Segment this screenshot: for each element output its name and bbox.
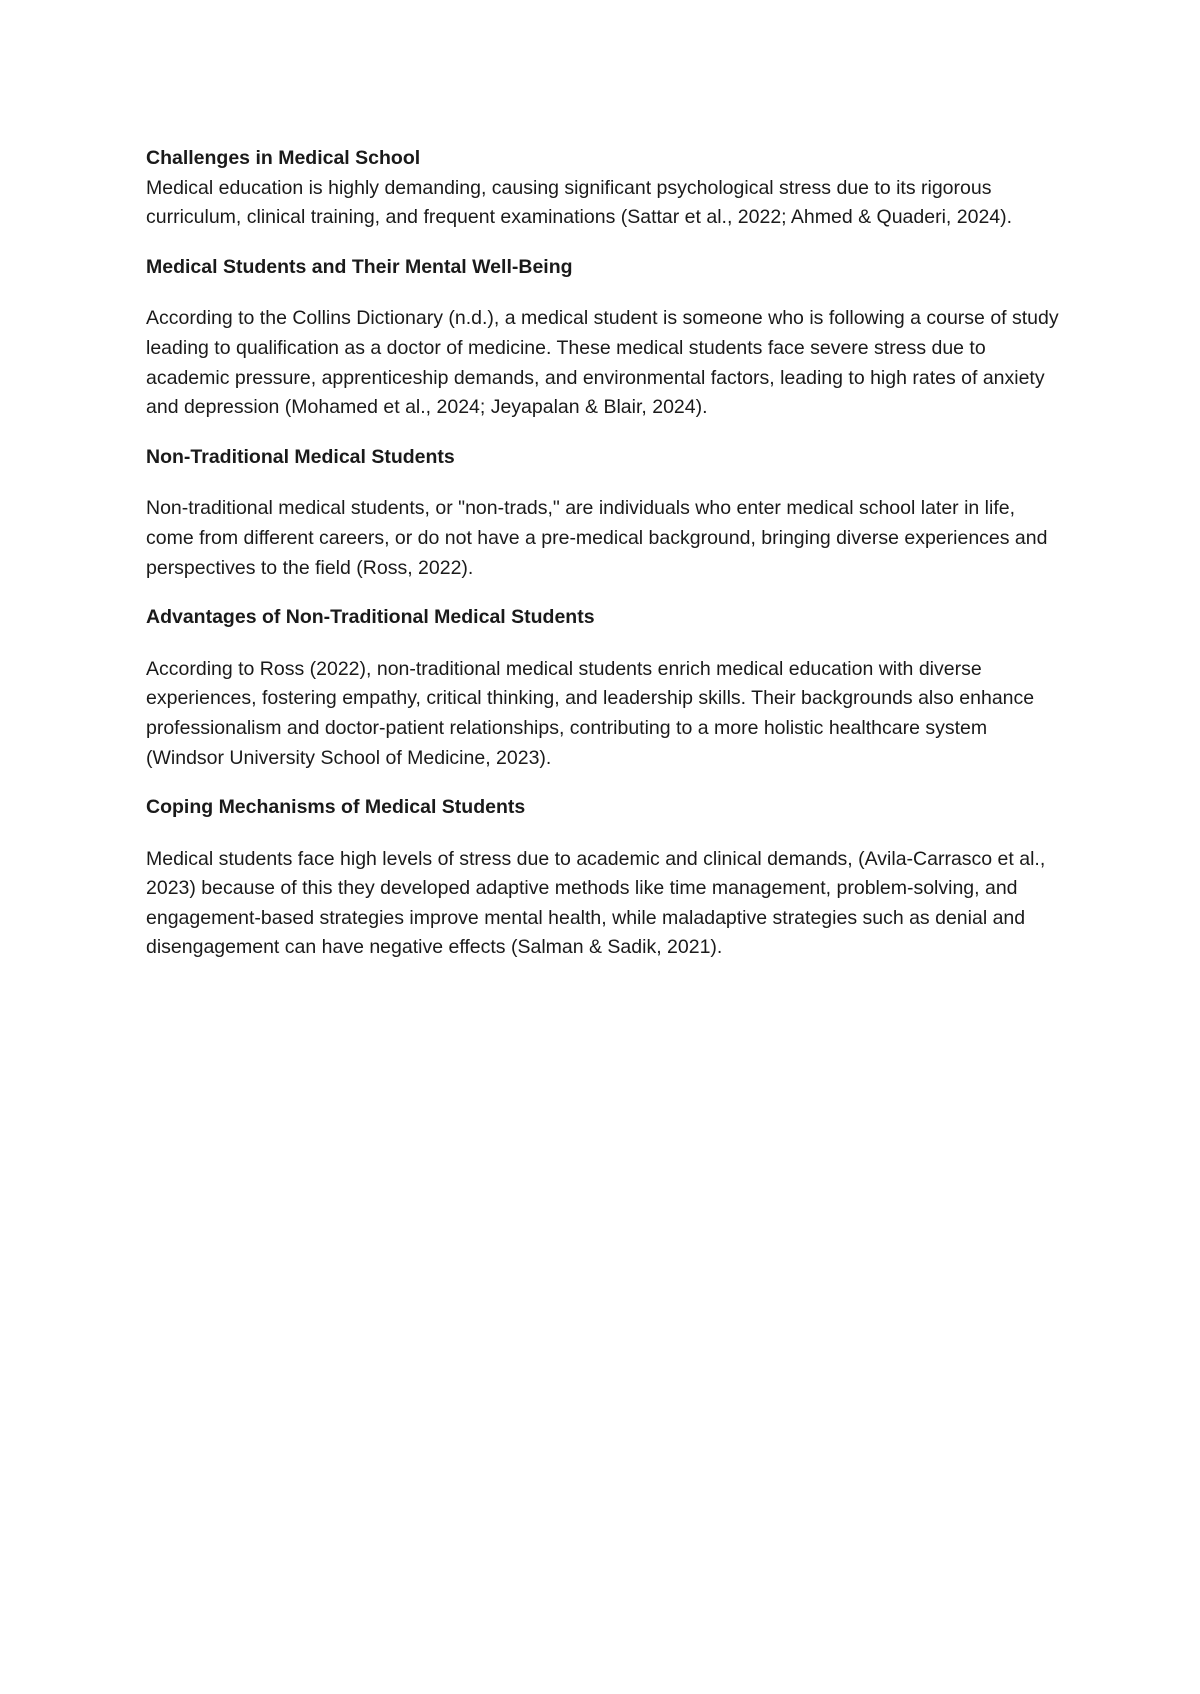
section-heading-non-traditional: Non-Traditional Medical Students [146,445,455,468]
section-body-challenges: Medical education is highly demanding, causing significant psychological stress due to its rigorous curriculum, clinical training, and frequent examinations (Sattar et al., 2022; Ahmed & Quaderi, 2024). [146,176,1013,229]
section-body-mental-well-being: According to the Collins Dictionary (n.d.), a medical student is someone who is following a course of study leading to qualification as a doctor of medicine. These medical students face severe stress due to academic pressure, apprenticeship demands, and environmental factors, leading to high rates of anxiety and depression (Mohamed et al., 2024; Jeyapalan & Blair, 2024). [146,307,1059,419]
section-heading-advantages: Advantages of Non-Traditional Medical Students [146,606,595,629]
section-body-non-traditional: Non-traditional medical students, or "non-trads," are individuals who enter medical school later in life, come from different careers, or do not have a pre-medical background, bringing diverse experiences and perspectives to the field (Ross, 2022). [146,497,1048,579]
section-heading-challenges: Challenges in Medical School [146,147,421,169]
section-body-advantages: According to Ross (2022), non-traditional medical students enrich medical education with diverse experiences, fostering empathy, critical thinking, and leadership skills. Their backgrounds also enhance professionalism and doctor-patient relationships, contributing to a more holistic healthcare system (Windsor University School of Medicine, 2023). [146,657,1035,769]
section-heading-coping: Coping Mechanisms of Medical Students [146,796,526,819]
section-body-coping: Medical students face high levels of stress due to academic and clinical demands, (Avila-Carrasco et al., 2023) because of this they developed adaptive methods like time management, problem-solving, and engagement-based strategies improve mental health, while maladaptive strategies such as denial and disengagement can have negative effects (Salman & Sadik, 2021). [146,847,1046,959]
section-heading-mental-well-being: Medical Students and Their Mental Well-Being [146,255,573,278]
document-body [146,144,1066,963]
